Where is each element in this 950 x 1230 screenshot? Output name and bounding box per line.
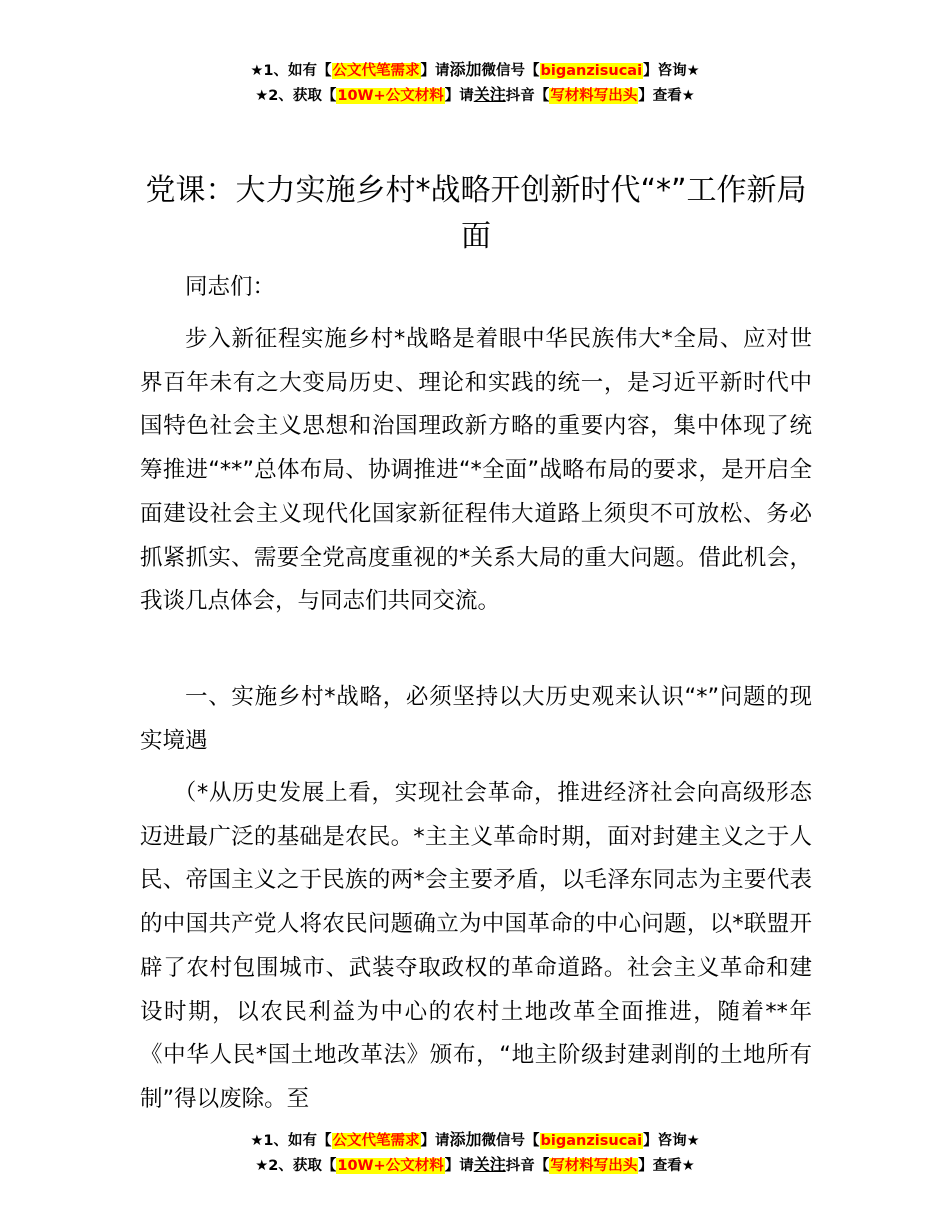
greeting bbox=[140, 266, 812, 310]
notice-text: ★1、如有【 bbox=[250, 1133, 332, 1149]
body-paragraph bbox=[140, 772, 812, 1122]
notice-text: 抖音【 bbox=[505, 88, 550, 104]
notice-text: 微信号【 bbox=[481, 63, 540, 79]
notice-text: 】查看★ bbox=[638, 88, 695, 104]
notice-text: 】查看★ bbox=[638, 1158, 695, 1174]
notice-text: 】请 bbox=[420, 63, 450, 79]
notice-highlight: 公文代笔需求 bbox=[332, 63, 420, 79]
paragraph-text: 步入新征程实施乡村*战略是着眼中华民族伟大*全局、应对世界百年未有之大变局历史、理论和实践的统一，是习近平新时代中国特色社会主义思想和治国理政新方略的重要内容，集中体现了统筹推进“**”总体布局、协调推进“*全面”战略布局的要求，是开启全面建设社会主义现代化国家新征程伟大道路上须臾不可放松、务必抓紧抓实、需要全党高度重视的*关系大局的重大问题。借此机会，我谈几点体会，与同志们共同交流。 bbox=[140, 326, 812, 615]
notice-highlight: 写材料写出头 bbox=[550, 1158, 638, 1174]
greeting-text: 同志们： bbox=[185, 274, 276, 300]
notice-text: 抖音【 bbox=[505, 1158, 550, 1174]
section-heading bbox=[140, 676, 812, 763]
notice-line-1 bbox=[0, 58, 950, 83]
body-paragraph bbox=[140, 318, 812, 624]
notice-highlight: biganzisucai bbox=[540, 63, 643, 79]
notice-line-2 bbox=[0, 83, 950, 108]
notice-text: 】咨询★ bbox=[643, 1133, 700, 1149]
notice-text: 】请 bbox=[420, 1133, 450, 1149]
notice-text: 】咨询★ bbox=[643, 63, 700, 79]
notice-highlight: 10W+公文材料 bbox=[337, 88, 444, 104]
notice-emphasis: 添加 bbox=[449, 60, 482, 79]
notice-emphasis: 添加 bbox=[449, 1130, 482, 1149]
heading-text: 一、实施乡村*战略，必须坚持以大历史观来认识“*”问题的现实境遇 bbox=[140, 684, 812, 754]
notice-line-2 bbox=[0, 1153, 950, 1178]
header-notice bbox=[0, 58, 950, 108]
notice-highlight: biganzisucai bbox=[540, 1133, 643, 1149]
footer-notice bbox=[0, 1128, 950, 1178]
notice-text: 微信号【 bbox=[481, 1133, 540, 1149]
paragraph-text: （*从历史发展上看，实现社会革命，推进经济社会向高级形态迈进最广泛的基础是农民。*主主义革命时期，面对封建主义之于人民、帝国主义之于民族的两*会主要矛盾，以毛泽东同志为主要代表的中国共产党人将农民问题确立为中国革命的中心问题，以*联盟开辟了农村包围城市、武装夺取政权的革命道路。社会主义革命和建设时期，以农民利益为中心的农村土地改革全面推进，随着**年《中华人民*国土地改革法》颁布，“地主阶级封建剥削的土地所有制”得以废除。至 bbox=[140, 780, 812, 1112]
notice-highlight: 写材料写出头 bbox=[550, 88, 638, 104]
notice-text: 】请 bbox=[444, 1158, 474, 1174]
notice-text: 】请 bbox=[444, 88, 474, 104]
notice-text: ★2、获取【 bbox=[255, 1158, 337, 1174]
notice-highlight: 公文代笔需求 bbox=[332, 1133, 420, 1149]
notice-line-1 bbox=[0, 1128, 950, 1153]
notice-emphasis: 关注 bbox=[473, 1155, 506, 1174]
notice-text: ★1、如有【 bbox=[250, 63, 332, 79]
notice-emphasis: 关注 bbox=[473, 85, 506, 104]
document-title: 党课：大力实施乡村*战略开创新时代“*”工作新局面 bbox=[145, 173, 807, 254]
notice-text: ★2、获取【 bbox=[255, 88, 337, 104]
notice-highlight: 10W+公文材料 bbox=[337, 1158, 444, 1174]
